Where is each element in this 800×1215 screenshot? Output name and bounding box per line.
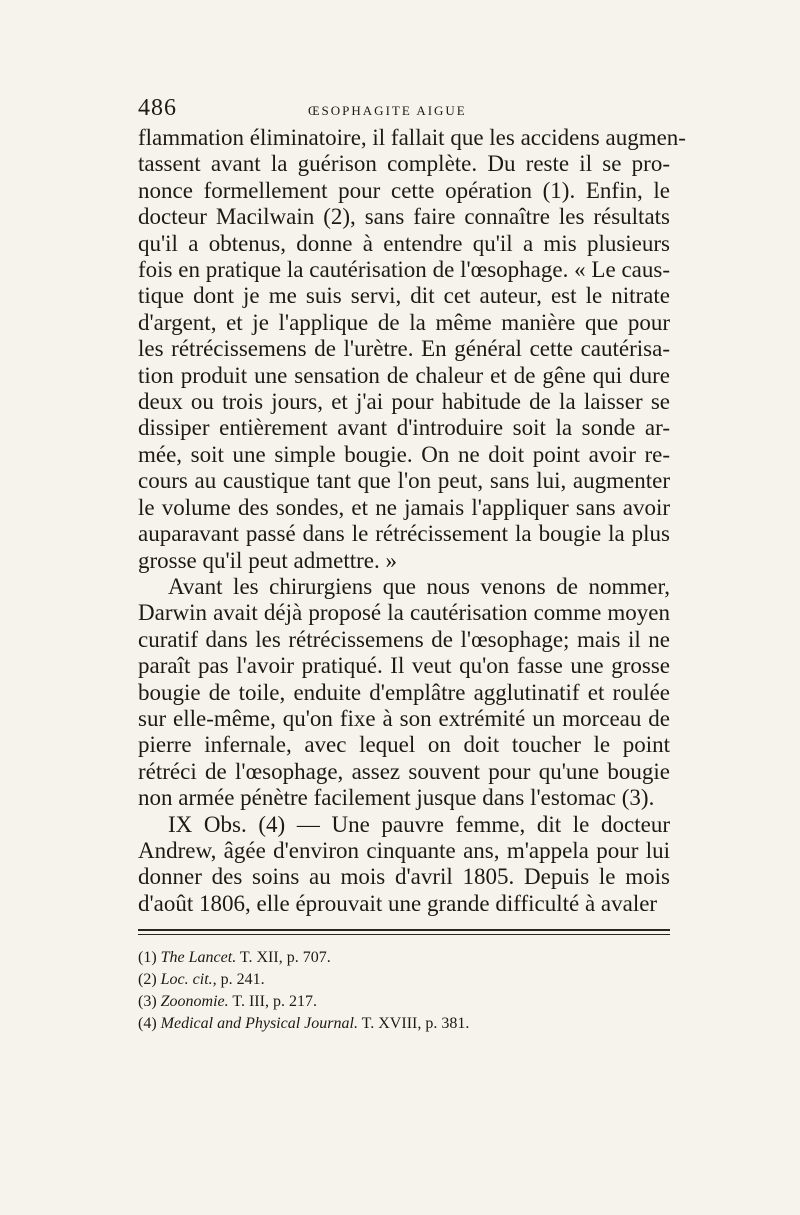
text-line: auparavant passé dans le rétrécissement la bougie la plus bbox=[138, 521, 670, 547]
footnote-title: Loc. cit., bbox=[160, 971, 217, 989]
running-head: ŒSOPHAGITE AIGUE bbox=[308, 103, 467, 118]
text-line: Andrew, âgée d'environ cinquante ans, m'appela pour lui bbox=[138, 837, 670, 863]
text-line: fois en pratique la cautérisation de l'œsophage. « Le caus- bbox=[138, 257, 670, 283]
paragraph bbox=[138, 574, 670, 812]
text-line: les rétrécissemens de l'urètre. En général cette cautérisa- bbox=[138, 336, 670, 362]
text-line: cours au caustique tant que l'on peut, sans lui, augmenter bbox=[138, 468, 670, 494]
footnote bbox=[138, 991, 670, 1013]
text-line: donner des soins au mois d'avril 1805. Depuis le mois bbox=[138, 864, 670, 890]
footnotes bbox=[138, 947, 670, 1035]
text-line: nonce formellement pour cette opération (1). Enfin, le bbox=[138, 177, 670, 203]
footnote-mark: (2) bbox=[138, 971, 161, 989]
footnote bbox=[138, 947, 670, 969]
footnote-title: Medical and Physical Journal. bbox=[160, 1015, 358, 1033]
text-line: non armée pénètre facilement jusque dans l'estomac (3). bbox=[138, 785, 655, 811]
text-line: Avant les chirurgiens que nous venons de nommer, bbox=[168, 573, 670, 599]
text-line: flammation éliminatoire, il fallait que les accidens augmen- bbox=[138, 125, 686, 150]
text-line: rétréci de l'œsophage, assez souvent pour qu'une bougie bbox=[138, 758, 670, 784]
text-line: mée, soit une simple bougie. On ne doit point avoir re- bbox=[138, 441, 670, 467]
footnote-reference: T. XII, p. 707. bbox=[236, 949, 331, 967]
footnote-mark: (1) bbox=[138, 949, 161, 967]
footnote-mark: (3) bbox=[138, 993, 161, 1011]
text-line: deux ou trois jours, et j'ai pour habitude de la laisser se bbox=[138, 389, 670, 415]
text-line: Darwin avait déjà proposé la cautérisation comme moyen bbox=[138, 600, 670, 626]
footnote-mark: (4) bbox=[138, 1015, 161, 1033]
text-line: d'août 1806, elle éprouvait une grande difficulté à avaler bbox=[138, 890, 658, 916]
paragraph bbox=[138, 125, 686, 574]
footnote bbox=[138, 969, 670, 991]
text-line: curatif dans les rétrécissemens de l'œsophage; mais il ne bbox=[138, 626, 670, 652]
text-line: docteur Macilwain (2), sans faire connaître les résultats bbox=[138, 204, 670, 230]
text-line: d'argent, et je l'applique de la même manière que pour bbox=[138, 309, 670, 335]
text-line: sur elle-même, qu'on fixe à son extrémité un morceau de bbox=[138, 705, 670, 731]
text-line: tion produit une sensation de chaleur et de gêne qui dure bbox=[138, 362, 670, 388]
text-line: le volume des sondes, et ne jamais l'appliquer sans avoir bbox=[138, 494, 670, 520]
text-line: tique dont je me suis servi, dit cet auteur, est le nitrate bbox=[138, 283, 670, 309]
text-line: bougie de toile, enduite d'emplâtre agglutinatif et roulée bbox=[138, 679, 670, 705]
page-number: 486 bbox=[138, 95, 177, 121]
body-text bbox=[138, 125, 686, 917]
text-line: pierre infernale, avec lequel on doit toucher le point bbox=[138, 732, 670, 758]
footnote-rule-thin bbox=[138, 934, 670, 935]
footnote-title: Zoonomie. bbox=[160, 993, 229, 1011]
text-line: tassent avant la guérison complète. Du reste il se pro- bbox=[138, 151, 670, 177]
text-line: dissiper entièrement avant d'introduire soit la sonde ar- bbox=[138, 415, 670, 441]
page-header bbox=[138, 95, 670, 123]
text-line: IX Obs. (4) — Une pauvre femme, dit le docteur bbox=[168, 811, 670, 837]
footnote-rule bbox=[138, 929, 670, 931]
footnote-title: The Lancet. bbox=[160, 949, 237, 967]
footnote-reference: T. XVIII, p. 381. bbox=[357, 1015, 470, 1033]
footnote bbox=[138, 1013, 670, 1035]
text-line: grosse qu'il peut admettre. » bbox=[138, 547, 397, 573]
footnote-reference: p. 241. bbox=[216, 971, 265, 989]
footnote-reference: T. III, p. 217. bbox=[228, 993, 317, 1011]
paragraph bbox=[138, 812, 670, 918]
text-line: qu'il a obtenus, donne à entendre qu'il a mis plusieurs bbox=[138, 230, 670, 256]
text-line: paraît pas l'avoir pratiqué. Il veut qu'on fasse une grosse bbox=[138, 653, 670, 679]
